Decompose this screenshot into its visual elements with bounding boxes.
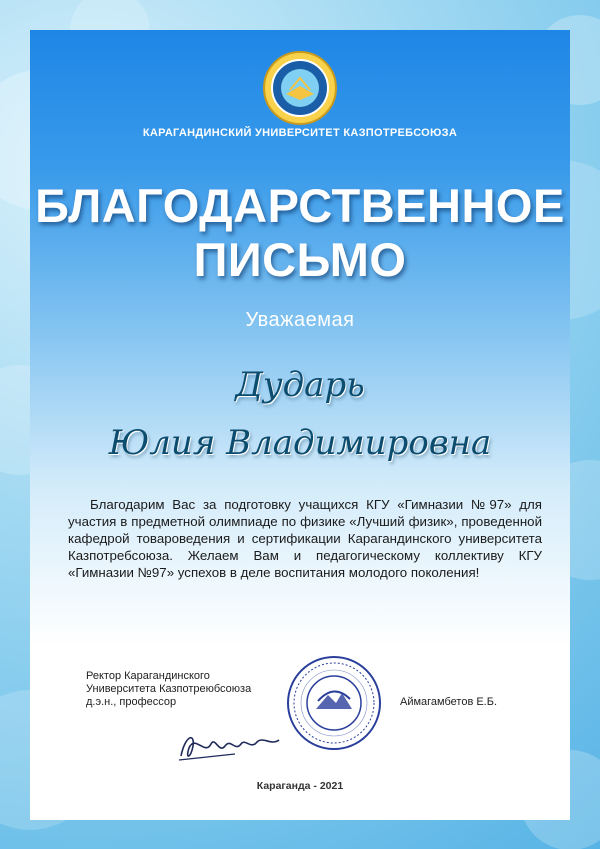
recipient-given-names: Юлия Владимировна [108, 423, 492, 463]
body-text: Благодарим Вас за подготовку учащихся КГУ «Гимназии №97» для участия в предметной олимпиаде по физике «Лучший физик», проведенной кафедрой товароведения и сертификации Карагандинского университета Казпотребсоюза. Желаем Вам и педагогическому коллективу КГУ «Гимназии №97» успехов в деле воспитания молодого поколения! [68, 497, 542, 580]
organization-name: КАРАГАНДИНСКИЙ УНИВЕРСИТЕТ КАЗПОТРЕБСОЮЗА [142, 127, 458, 139]
body-paragraph [68, 496, 542, 581]
document-title-line1: БЛАГОДАРСТВЕННОЕ [35, 179, 565, 232]
university-emblem-icon [262, 50, 338, 126]
recipient-surname: Дударь [235, 365, 365, 405]
greeting: Уважаемая [245, 309, 355, 331]
signatory-name: Аймагамбетов Е.Б. [400, 696, 498, 708]
university-seal-icon [284, 653, 384, 753]
place-date: Караганда - 2021 [256, 780, 344, 792]
signatory-title [86, 670, 251, 709]
signatory-title-line1: Ректор Карагандинского [86, 670, 210, 682]
signatory-title-line2: Университета Казпотреюбсоюза [86, 683, 252, 695]
signatory-title-line3: д.э.н., профессор [86, 696, 177, 708]
document-title-line2: ПИСЬМО [193, 233, 407, 286]
signature-icon [175, 726, 285, 766]
